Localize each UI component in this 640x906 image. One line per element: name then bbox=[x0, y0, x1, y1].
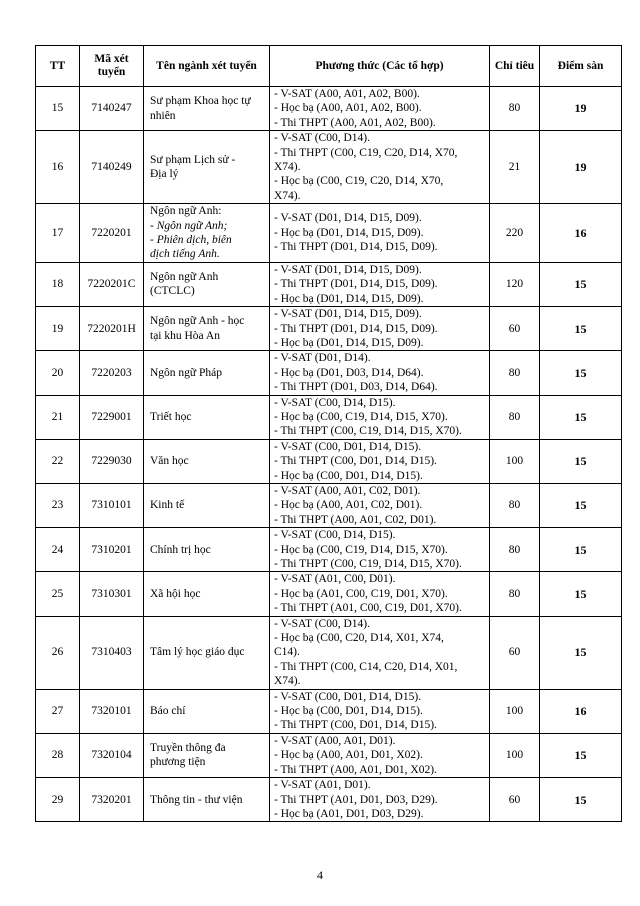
cell-line: X74). bbox=[274, 189, 301, 202]
floor-score: 15 bbox=[540, 262, 622, 306]
quota: 80 bbox=[490, 395, 540, 439]
cell-line: - Học bạ (A00, A01, C02, D01). bbox=[274, 499, 423, 512]
table-row bbox=[36, 395, 622, 439]
row-number: 27 bbox=[36, 689, 80, 733]
table-row bbox=[36, 307, 622, 351]
floor-score: 15 bbox=[540, 572, 622, 616]
cell-line: - V-SAT (C00, D14, D15). bbox=[274, 529, 396, 542]
cell-line: - Thi THPT (C00, C19, D14, D15, X70). bbox=[274, 558, 462, 570]
table-row bbox=[36, 733, 622, 777]
floor-score: 16 bbox=[540, 689, 622, 733]
cell-line: - V-SAT (D01, D14, D15, D09). bbox=[274, 212, 422, 225]
cell-line: - V-SAT (C00, D01, D14, D15). bbox=[274, 440, 422, 453]
floor-score: 16 bbox=[540, 204, 622, 263]
cell-line: - Phiên dịch, biên bbox=[150, 234, 232, 247]
cell-line: - Học bạ (D01, D14, D15, D09). bbox=[274, 292, 424, 305]
cell-line: - Học bạ (C00, C19, D14, D15, X70). bbox=[274, 410, 448, 423]
cell-line: - Học bạ (D01, D14, D15, D09). bbox=[274, 226, 424, 239]
row-number: 16 bbox=[36, 131, 80, 204]
admission-methods bbox=[270, 262, 490, 306]
cell-line: - V-SAT (A00, A01, C02, D01). bbox=[274, 484, 421, 497]
cell-line: - Thi THPT (A01, D01, D03, D29). bbox=[274, 793, 438, 806]
cell-line: - Học bạ (A00, A01, A02, B00). bbox=[274, 102, 422, 115]
admission-methods bbox=[270, 131, 490, 204]
cell-line: - V-SAT (C00, D01, D14, D15). bbox=[274, 690, 422, 703]
row-number: 18 bbox=[36, 262, 80, 306]
floor-score: 15 bbox=[540, 528, 622, 572]
cell-line: X74). bbox=[274, 675, 301, 688]
row-number: 25 bbox=[36, 572, 80, 616]
header-tt: TT bbox=[36, 46, 80, 87]
admission-methods bbox=[270, 689, 490, 733]
cell-line: (CTCLC) bbox=[150, 285, 195, 298]
cell-line: - Học bạ (C00, C19, C20, D14, X70, bbox=[274, 175, 444, 188]
cell-line: Ngôn ngữ Anh bbox=[150, 271, 219, 284]
cell-line: tại khu Hòa An bbox=[150, 329, 220, 342]
table-row bbox=[36, 262, 622, 306]
cell-line: Xã hội học bbox=[150, 587, 201, 600]
table-row bbox=[36, 131, 622, 204]
cell-line: - Học bạ (A01, C00, C19, D01, X70). bbox=[274, 587, 448, 600]
admission-methods bbox=[270, 87, 490, 131]
quota: 80 bbox=[490, 572, 540, 616]
cell-line: - Thi THPT (A00, A01, D01, X02). bbox=[274, 763, 437, 776]
row-number: 24 bbox=[36, 528, 80, 572]
header-quota: Chỉ tiêu bbox=[490, 46, 540, 87]
table-row bbox=[36, 351, 622, 395]
cell-line: Thông tin - thư viện bbox=[150, 793, 243, 806]
major-code: 7140247 bbox=[80, 87, 144, 131]
cell-line: - Học bạ (C00, D01, D14, D15). bbox=[274, 469, 423, 482]
cell-line: Sư phạm Lịch sử - bbox=[150, 153, 236, 166]
floor-score: 19 bbox=[540, 87, 622, 131]
cell-line: Kinh tế bbox=[150, 499, 185, 512]
floor-score: 15 bbox=[540, 778, 622, 822]
quota: 220 bbox=[490, 204, 540, 263]
floor-score: 15 bbox=[540, 616, 622, 689]
admission-methods bbox=[270, 307, 490, 351]
cell-line: - V-SAT (A01, C00, D01). bbox=[274, 573, 396, 586]
cell-line: Ngôn ngữ Anh: bbox=[150, 205, 222, 218]
cell-line: - Thi THPT (A00, A01, C02, D01). bbox=[274, 513, 437, 526]
floor-score: 15 bbox=[540, 395, 622, 439]
cell-line: - V-SAT (C00, D14, D15). bbox=[274, 396, 396, 409]
major-code: 7140249 bbox=[80, 131, 144, 204]
major-code: 7229001 bbox=[80, 395, 144, 439]
cell-line: - Thi THPT (C00, C19, D14, D15, X70). bbox=[274, 425, 462, 438]
major-name bbox=[144, 87, 270, 131]
admission-table bbox=[35, 45, 622, 822]
row-number: 23 bbox=[36, 483, 80, 527]
admission-methods bbox=[270, 778, 490, 822]
row-number: 26 bbox=[36, 616, 80, 689]
major-code: 7320101 bbox=[80, 689, 144, 733]
row-number: 28 bbox=[36, 733, 80, 777]
header-score: Điểm sàn bbox=[540, 46, 622, 87]
major-code: 7320201 bbox=[80, 778, 144, 822]
major-name bbox=[144, 131, 270, 204]
major-code: 7310301 bbox=[80, 572, 144, 616]
floor-score: 15 bbox=[540, 351, 622, 395]
major-code: 7220201C bbox=[80, 262, 144, 306]
cell-line: X74). bbox=[274, 161, 301, 174]
quota: 80 bbox=[490, 528, 540, 572]
table-row bbox=[36, 778, 622, 822]
cell-line: - Thi THPT (C00, C14, C20, D14, X01, bbox=[274, 660, 458, 673]
header-code: Mã xét tuyển bbox=[80, 46, 144, 87]
major-name bbox=[144, 572, 270, 616]
cell-line: Truyền thông đa bbox=[150, 742, 226, 755]
table-row bbox=[36, 616, 622, 689]
admission-methods bbox=[270, 204, 490, 263]
cell-line: - V-SAT (C00, D14). bbox=[274, 617, 370, 630]
admission-methods bbox=[270, 439, 490, 483]
cell-line: - Học bạ (C00, D01, D14, D15). bbox=[274, 705, 423, 718]
cell-line: - Học bạ (C00, C20, D14, X01, X74, bbox=[274, 632, 444, 645]
cell-line: - Học bạ (D01, D03, D14, D64). bbox=[274, 366, 424, 379]
cell-line: - V-SAT (A00, A01, A02, B00). bbox=[274, 88, 420, 100]
cell-line: - Thi THPT (C00, D01, D14, D15). bbox=[274, 455, 437, 468]
major-name bbox=[144, 307, 270, 351]
table-row bbox=[36, 87, 622, 131]
cell-line: - Học bạ (C00, C19, D14, D15, X70). bbox=[274, 543, 448, 556]
floor-score: 15 bbox=[540, 483, 622, 527]
page-number: 4 bbox=[317, 868, 323, 882]
admission-methods bbox=[270, 572, 490, 616]
admission-methods bbox=[270, 528, 490, 572]
major-code: 7310101 bbox=[80, 483, 144, 527]
cell-line: Văn học bbox=[150, 455, 189, 468]
major-name bbox=[144, 204, 270, 263]
cell-line: dịch tiếng Anh. bbox=[150, 248, 220, 261]
row-number: 29 bbox=[36, 778, 80, 822]
row-number: 21 bbox=[36, 395, 80, 439]
admission-methods bbox=[270, 483, 490, 527]
cell-line: - Học bạ (A01, D01, D03, D29). bbox=[274, 807, 424, 820]
major-name bbox=[144, 689, 270, 733]
major-code: 7310403 bbox=[80, 616, 144, 689]
cell-line: - V-SAT (A01, D01). bbox=[274, 779, 371, 792]
major-name bbox=[144, 262, 270, 306]
major-name bbox=[144, 483, 270, 527]
cell-line: Ngôn ngữ Pháp bbox=[150, 366, 223, 379]
table-header-row bbox=[36, 46, 622, 87]
row-number: 22 bbox=[36, 439, 80, 483]
quota: 60 bbox=[490, 778, 540, 822]
cell-line: Sư phạm Khoa học tự nhiên bbox=[150, 95, 251, 122]
floor-score: 19 bbox=[540, 131, 622, 204]
quota: 100 bbox=[490, 689, 540, 733]
cell-line: Địa lý bbox=[150, 168, 179, 181]
floor-score: 15 bbox=[540, 733, 622, 777]
row-number: 19 bbox=[36, 307, 80, 351]
major-code: 7220203 bbox=[80, 351, 144, 395]
floor-score: 15 bbox=[540, 439, 622, 483]
major-name bbox=[144, 351, 270, 395]
major-code: 7229030 bbox=[80, 439, 144, 483]
quota: 100 bbox=[490, 439, 540, 483]
row-number: 20 bbox=[36, 351, 80, 395]
major-name bbox=[144, 395, 270, 439]
cell-line: phương tiện bbox=[150, 756, 206, 769]
major-code: 7310201 bbox=[80, 528, 144, 572]
cell-line: - Thi THPT (D01, D14, D15, D09). bbox=[274, 322, 438, 335]
table-row bbox=[36, 689, 622, 733]
header-name: Tên ngành xét tuyển bbox=[144, 46, 270, 87]
cell-line: Triết học bbox=[150, 410, 192, 423]
table-row bbox=[36, 572, 622, 616]
quota: 80 bbox=[490, 483, 540, 527]
table-row bbox=[36, 204, 622, 263]
cell-line: - V-SAT (D01, D14, D15, D09). bbox=[274, 263, 422, 276]
quota: 60 bbox=[490, 616, 540, 689]
major-code: 7220201 bbox=[80, 204, 144, 263]
header-method: Phương thức (Các tổ hợp) bbox=[270, 46, 490, 87]
major-name bbox=[144, 528, 270, 572]
table-row bbox=[36, 528, 622, 572]
cell-line: - V-SAT (D01, D14, D15, D09). bbox=[274, 308, 422, 321]
table-row bbox=[36, 483, 622, 527]
major-code: 7220201H bbox=[80, 307, 144, 351]
cell-line: - Thi THPT (A01, C00, C19, D01, X70). bbox=[274, 602, 462, 615]
row-number: 17 bbox=[36, 204, 80, 263]
cell-line: - Học bạ (D01, D14, D15, D09). bbox=[274, 336, 424, 349]
quota: 60 bbox=[490, 307, 540, 351]
quota: 80 bbox=[490, 87, 540, 131]
cell-line: - V-SAT (D01, D14). bbox=[274, 352, 371, 365]
cell-line: Chính trị học bbox=[150, 543, 211, 556]
admission-methods bbox=[270, 733, 490, 777]
admission-methods bbox=[270, 351, 490, 395]
cell-line: - Ngôn ngữ Anh; bbox=[150, 219, 228, 232]
cell-line: - Thi THPT (C00, D01, D14, D15). bbox=[274, 719, 437, 732]
cell-line: - Thi THPT (D01, D03, D14, D64). bbox=[274, 381, 438, 394]
quota: 80 bbox=[490, 351, 540, 395]
table-row bbox=[36, 439, 622, 483]
cell-line: - V-SAT (A00, A01, D01). bbox=[274, 734, 396, 747]
cell-line: - Thi THPT (A00, A01, A02, B00). bbox=[274, 116, 436, 129]
major-name bbox=[144, 616, 270, 689]
row-number: 15 bbox=[36, 87, 80, 131]
major-code: 7320104 bbox=[80, 733, 144, 777]
quota: 21 bbox=[490, 131, 540, 204]
quota: 100 bbox=[490, 733, 540, 777]
cell-line: Báo chí bbox=[150, 705, 186, 718]
cell-line: - Thi THPT (D01, D14, D15, D09). bbox=[274, 241, 438, 254]
cell-line: Ngôn ngữ Anh - học bbox=[150, 315, 245, 328]
cell-line: - Học bạ (A00, A01, D01, X02). bbox=[274, 749, 423, 762]
cell-line: C14). bbox=[274, 646, 300, 659]
major-name bbox=[144, 733, 270, 777]
admission-methods bbox=[270, 395, 490, 439]
floor-score: 15 bbox=[540, 307, 622, 351]
admission-methods bbox=[270, 616, 490, 689]
major-name bbox=[144, 439, 270, 483]
quota: 120 bbox=[490, 262, 540, 306]
cell-line: Tâm lý học giáo dục bbox=[150, 646, 245, 659]
cell-line: - Thi THPT (D01, D14, D15, D09). bbox=[274, 278, 438, 291]
cell-line: - V-SAT (C00, D14). bbox=[274, 132, 370, 145]
cell-line: - Thi THPT (C00, C19, C20, D14, X70, bbox=[274, 146, 458, 159]
major-name bbox=[144, 778, 270, 822]
